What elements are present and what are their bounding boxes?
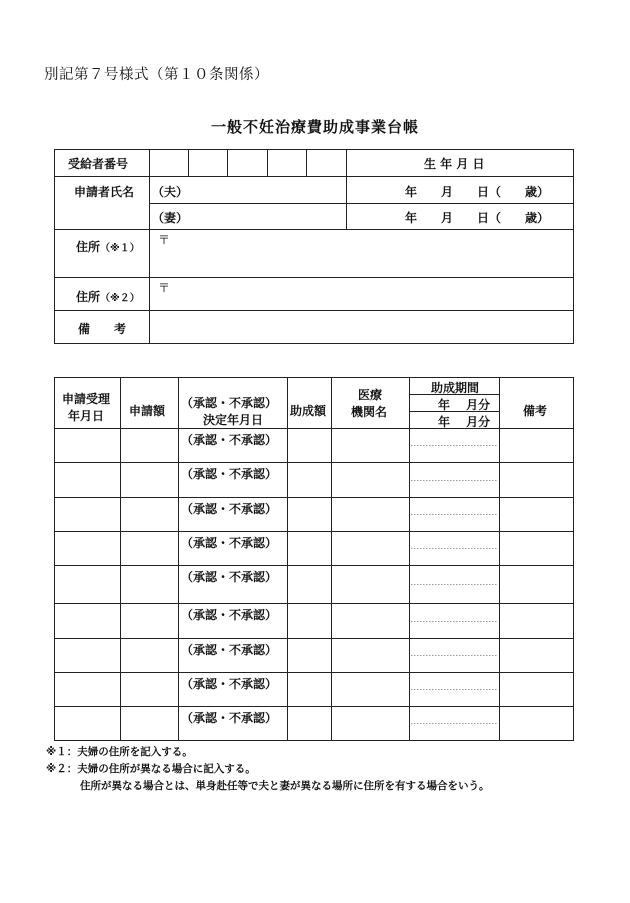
note-3: 住所が異なる場合とは、単身赴任等で夫と妻が異なる場所に住所を有する場合をいう。	[80, 780, 490, 792]
husband-label: （夫）	[152, 185, 189, 199]
address2-text: 住所	[76, 290, 101, 304]
period-from-header: 年 月分	[438, 398, 491, 412]
postal-mark-1: 〒	[158, 233, 171, 247]
period-to-header: 年 月分	[438, 415, 491, 429]
postal-mark-2: 〒	[158, 281, 171, 295]
period-header: 助成期間	[431, 381, 480, 395]
remarks-header: 備考	[523, 404, 548, 418]
note-2: ※２：夫婦の住所が異なる場合に記入する。	[46, 763, 256, 775]
decision-header-1: （承認・不承認）	[181, 396, 278, 410]
row-status-4: （承認・不承認）	[181, 536, 278, 550]
grant-amount-header: 助成額	[290, 404, 327, 418]
applicant-name-label: 申請者氏名	[74, 185, 135, 199]
address1-text: 住所	[76, 240, 101, 254]
row-status-3: （承認・不承認）	[181, 502, 278, 516]
wife-age-line: 年 月 日（ 歳）	[405, 211, 550, 225]
row-status-8: （承認・不承認）	[181, 677, 278, 691]
form-label: 別記第７号様式（第１０条関係）	[44, 67, 269, 83]
address1-mark: （※１）	[100, 243, 140, 254]
recipient-number-label: 受給者番号	[68, 157, 129, 171]
medical-header-1: 医療	[358, 388, 383, 402]
wife-label: （妻）	[152, 211, 189, 225]
note-1: ※１：夫婦の住所を記入する。	[46, 746, 193, 758]
row-status-7: （承認・不承認）	[181, 643, 278, 657]
address2-label	[76, 288, 140, 305]
row-status-5: （承認・不承認）	[181, 570, 278, 584]
address1-label	[76, 238, 140, 255]
husband-age-line: 年 月 日（ 歳）	[405, 185, 550, 199]
medical-header-2: 機関名	[351, 405, 388, 419]
decision-header-2: 決定年月日	[203, 413, 264, 427]
row-status-6: （承認・不承認）	[181, 608, 278, 622]
row-status-1: （承認・不承認）	[181, 433, 278, 447]
amount-applied-header: 申請額	[129, 404, 166, 418]
page-title: 一般不妊治療費助成事業台帳	[210, 118, 419, 136]
received-date-header-1: 申請受理	[62, 392, 111, 406]
row-status-2: （承認・不承認）	[181, 467, 278, 481]
address2-mark: （※２）	[100, 293, 140, 304]
remarks-label: 備 考	[78, 322, 127, 336]
received-date-header-2: 年月日	[68, 409, 105, 423]
birth-date-label: 生 年 月 日	[424, 157, 485, 171]
row-status-9: （承認・不承認）	[181, 711, 278, 725]
